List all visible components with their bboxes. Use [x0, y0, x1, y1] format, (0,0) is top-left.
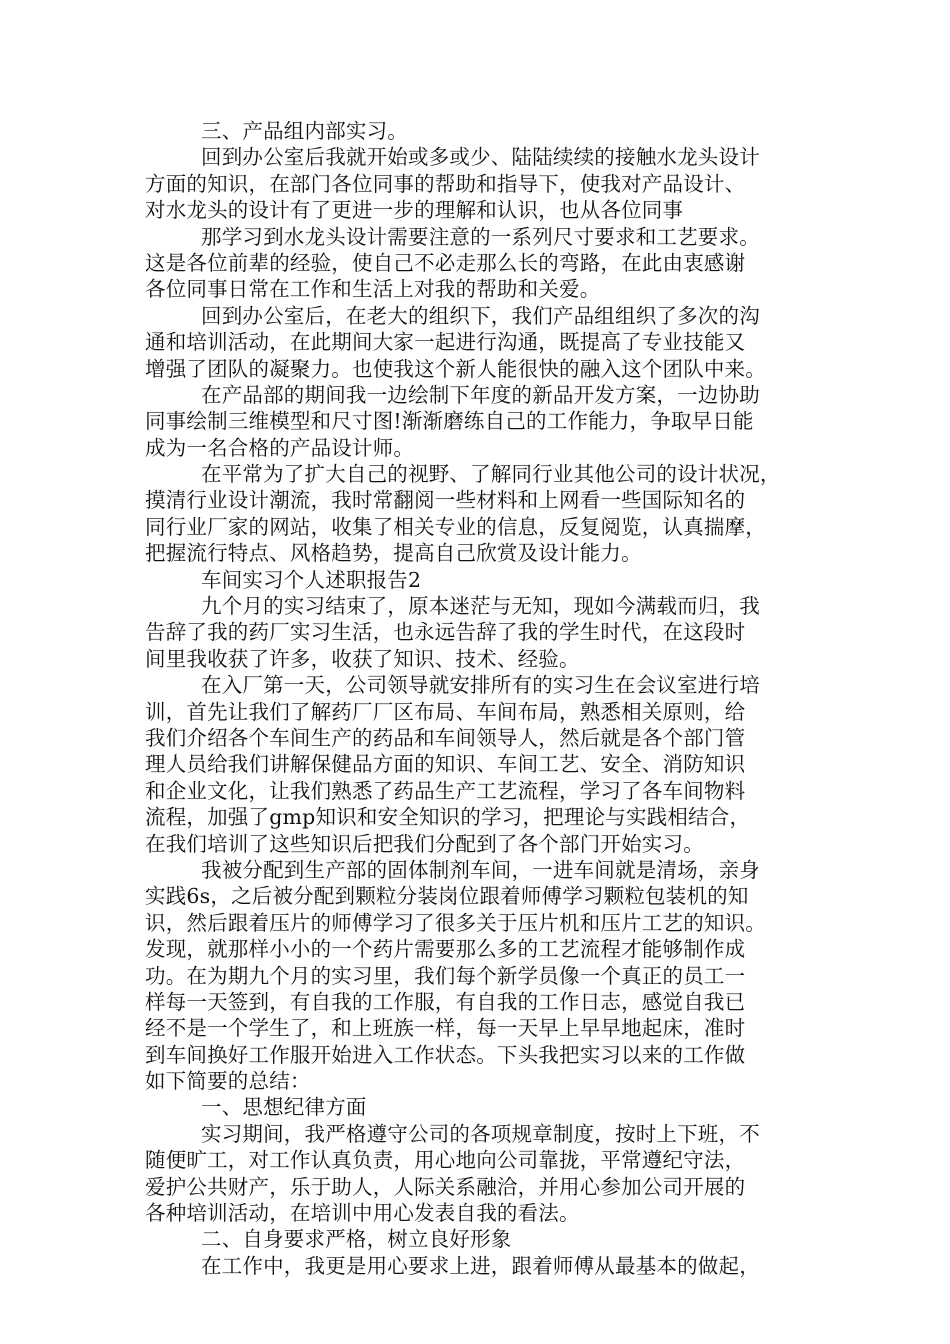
text-line: 那学习到水龙头设计需要注意的一系列尺寸要求和工艺要求。: [201, 224, 760, 249]
text-line: 一、思想纪律方面: [201, 1095, 367, 1120]
text-line: 方面的知识，在部门各位同事的帮助和指导下，使我对产品设计、: [145, 171, 746, 196]
text-line: 把握流行特点、风格趋势，提高自己欣赏及设计能力。: [145, 541, 642, 566]
text-line: 如下简要的总结：: [145, 1069, 311, 1094]
text-line: 流程，加强了gmp知识和安全知识的学习，把理论与实践相结合，: [145, 805, 751, 830]
text-line: 我们介绍各个车间生产的药品和车间领导人，然后就是各个部门管: [145, 725, 746, 750]
text-line: 实习期间，我严格遵守公司的各项规章制度，按时上下班，不: [201, 1121, 760, 1146]
text-line: 和企业文化，让我们熟悉了药品生产工艺流程，学习了各车间物料: [145, 778, 746, 803]
text-line: 识，然后跟着压片的师傅学习了很多关于压片机和压片工艺的知识。: [145, 910, 766, 935]
text-line: 在我们培训了这些知识后把我们分配到了各个部门开始实习。: [145, 831, 704, 856]
text-line: 训，首先让我们了解药厂厂区布局、车间布局，熟悉相关原则，给: [145, 699, 746, 724]
text-line: 在工作中，我更是用心要求上进，跟着师傅从最基本的做起，: [201, 1253, 760, 1278]
text-line: 车间实习个人述职报告2: [201, 567, 422, 592]
text-line: 样每一天签到，有自我的工作服，有自我的工作日志，感觉自我已: [145, 989, 746, 1014]
text-line: 在平常为了扩大自己的视野、了解同行业其他公司的设计状况，: [201, 462, 781, 487]
text-line: 发现，就那样小小的一个药片需要那么多的工艺流程才能够制作成: [145, 937, 746, 962]
text-line: 我被分配到生产部的固体制剂车间，一进车间就是清场，亲身: [201, 857, 760, 882]
text-line: 间里我收获了许多，收获了知识、技术、经验。: [145, 646, 580, 671]
text-line: 功。在为期九个月的实习里，我们每个新学员像一个真正的员工一: [145, 963, 746, 988]
text-line: 二、自身要求严格，树立良好形象: [201, 1227, 512, 1252]
text-line: 回到办公室后我就开始或多或少、陆陆续续的接触水龙头设计: [201, 145, 760, 170]
text-line: 到车间换好工作服开始进入工作状态。下头我把实习以来的工作做: [145, 1042, 746, 1067]
text-line: 同事绘制三维模型和尺寸图!渐渐磨练自己的工作能力，争取早日能: [145, 409, 754, 434]
text-line: 摸清行业设计潮流，我时常翻阅一些材料和上网看一些国际知名的: [145, 488, 746, 513]
text-line: 九个月的实习结束了，原本迷茫与无知，现如今满载而归，我: [201, 594, 760, 619]
text-line: 成为一名合格的产品设计师。: [145, 435, 415, 460]
text-line: 回到办公室后，在老大的组织下，我们产品组组织了多次的沟: [201, 303, 760, 328]
text-line: 三、产品组内部实习。: [201, 119, 408, 143]
text-line: 随便旷工，对工作认真负责，用心地向公司靠拢，平常遵纪守法，: [145, 1148, 746, 1173]
text-line: 各位同事日常在工作和生活上对我的帮助和关爱。: [145, 277, 601, 302]
text-line: 在入厂第一天，公司领导就安排所有的实习生在会议室进行培: [201, 673, 760, 698]
text-line: 理人员给我们讲解保健品方面的知识、车间工艺、安全、消防知识: [145, 752, 746, 777]
text-line: 各种培训活动，在培训中用心发表自我的看法。: [145, 1201, 580, 1226]
text-line: 经不是一个学生了，和上班族一样，每一天早上早早地起床，准时: [145, 1016, 746, 1041]
text-line: 实践6s，之后被分配到颗粒分装岗位跟着师傅学习颗粒包装机的知: [145, 884, 749, 909]
text-line: 增强了团队的凝聚力。也使我这个新人能很快的融入这个团队中来。: [145, 356, 766, 381]
text-line: 对水龙头的设计有了更进一步的理解和认识，也从各位同事: [145, 198, 684, 223]
text-line: 在产品部的期间我一边绘制下年度的新品开发方案，一边协助: [201, 382, 760, 407]
text-line: 通和培训活动，在此期间大家一起进行沟通，既提高了专业技能又: [145, 330, 746, 355]
text-line: 告辞了我的药厂实习生活，也永远告辞了我的学生时代，在这段时: [145, 620, 746, 645]
text-line: 这是各位前辈的经验，使自己不必走那么长的弯路，在此由衷感谢: [145, 250, 746, 275]
text-line: 同行业厂家的网站，收集了相关专业的信息，反复阅览，认真揣摩，: [145, 514, 766, 539]
document-page: [145, 118, 835, 1279]
text-line: 爱护公共财产，乐于助人，人际关系融洽，并用心参加公司开展的: [145, 1174, 746, 1199]
